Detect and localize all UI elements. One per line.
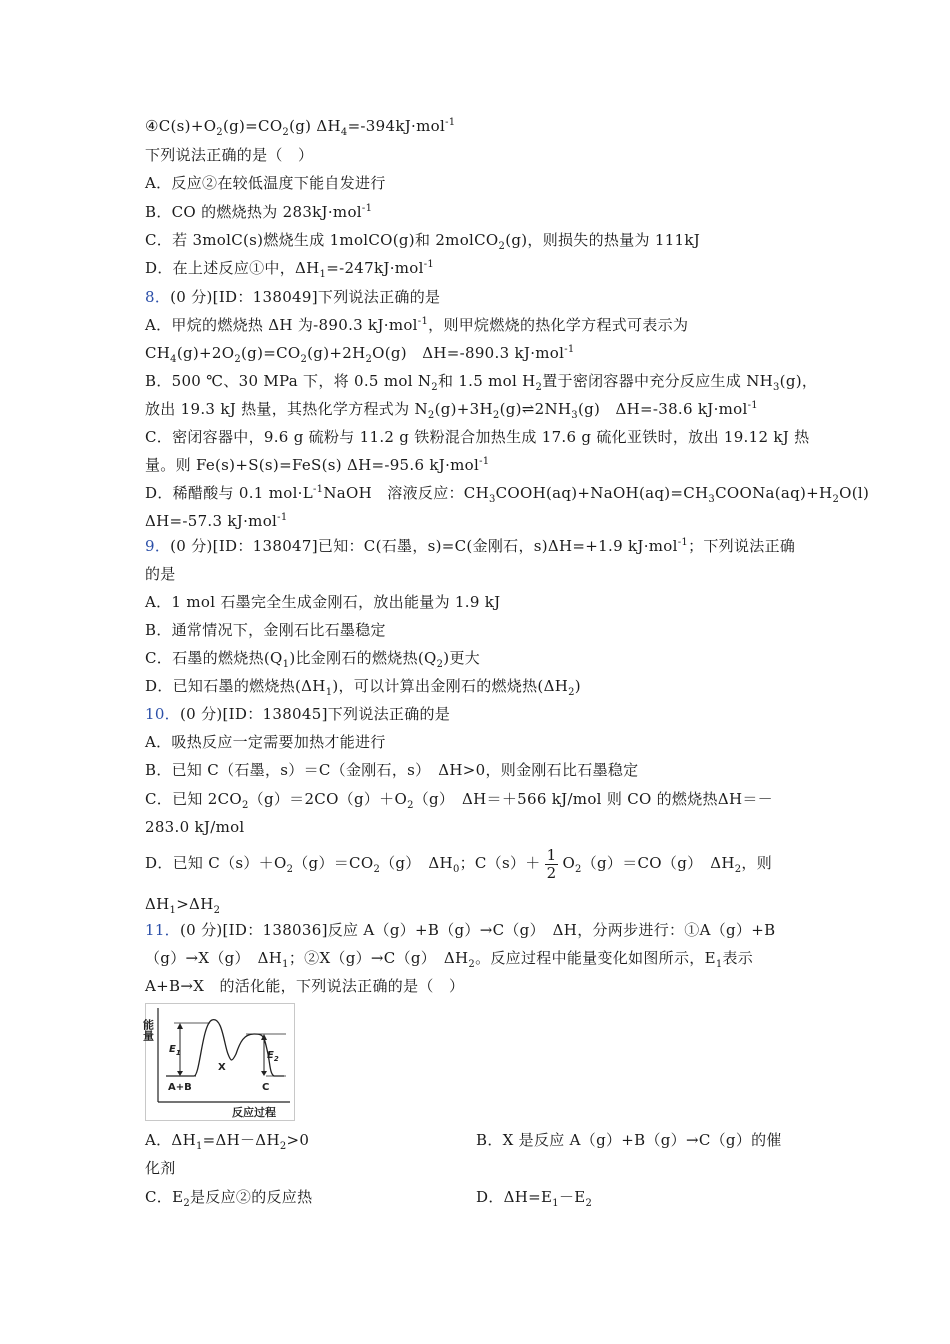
q7-option-b: B．CO 的燃烧热为 283kJ·mol$^{-1}$ — [145, 203, 373, 221]
one-half-fraction: $\frac{1}{2}$ — [546, 845, 557, 882]
q8-option-b-line2: 放出 19.3 kJ 热量，其热化学方程式为 $N_2(g)+3H_2(g)\rightleftharpoons 2NH_3(g)$ ΔH=-38.6 kJ·mol$^{-1}$ — [145, 400, 758, 421]
q8-option-c-line2: 量。则 Fe(s)+S(s)=FeS(s) ΔH=-95.6 kJ·mol$^{-1}$ — [145, 456, 490, 474]
q8-option-d-line1: D．稀醋酸与 0.1 $mol\cdot L^{-1}NaOH$ 溶液反应：$CH_3COOH(aq)+NaOH(aq)=CH_3COONa(aq)+H_2O(l)$ — [145, 484, 870, 505]
q9-option-b: B．通常情况下，金刚石比石墨稳定 — [145, 621, 386, 639]
q9-stem-line1: 9．(0 分)[ID：138047]已知：C(石墨，s)=C(金刚石，s)ΔH=+1.9 kJ·mol$^{-1}$；下列说法正确 — [145, 537, 796, 555]
q9-stem-line2: 的是 — [145, 565, 176, 583]
q8-option-a-line2: $CH_4(g)+2O_2(g)=CO_2(g)+2H_2O(g)$ ΔH=-890.3 kJ·mol$^{-1}$ — [145, 344, 575, 365]
e1-arrow-head-bottom — [177, 1071, 183, 1076]
q11-option-c: C．$E_2$是反应②的反应热 — [145, 1188, 313, 1209]
q8-option-d-line2: ΔH=-57.3 kJ·mol$^{-1}$ — [145, 512, 288, 530]
q10-option-a: A．吸热反应一定需要加热才能进行 — [145, 733, 386, 751]
e1-label: $E_1$ — [169, 1044, 181, 1057]
q10-option-b: B．已知 C（石墨，s）＝C（金刚石，s） ΔH>0，则金刚石比石墨稳定 — [145, 761, 639, 779]
q11-option-b-line1: B．X 是反应 A（g）+B（g）→C（g）的催 — [476, 1131, 782, 1149]
q10-option-d-line1: D．已知 $C(s)+O_2(g)=CO_2(g)$ $\Delta H_0$；C（s）＋ $\frac{1}{2}$ $O_2(g)=CO(g)$ $\Delta H_2$，则 — [145, 845, 772, 882]
q11-option-a: A．$\Delta H_1=\Delta H-\Delta H_2>0$ — [145, 1131, 310, 1152]
q7-option-a: A．反应②在较低温度下能自发进行 — [145, 174, 386, 192]
q11-stem-line1: 11．(0 分)[ID：138036]反应 A（g）+B（g）→C（g） ΔH，分两步进行：①A（g）+B — [145, 921, 776, 939]
q9-option-d: D．已知石墨的燃烧热$(\Delta H_1)$，可以计算出金刚石的燃烧热$(\Delta H_2)$ — [145, 677, 581, 698]
e2-arrow-head-bottom — [261, 1071, 267, 1076]
product-label: C — [262, 1082, 270, 1093]
q10-option-c-line2: 283.0 kJ/mol — [145, 818, 245, 836]
q8-option-c-line1: C．密闭容器中，9.6 g 硫粉与 11.2 g 铁粉混合加热生成 17.6 g 硫化亚铁时，放出 19.12 kJ 热 — [145, 428, 810, 446]
q7-reaction-4: $④C(s)+O_2(g)=CO_2(g)$ $\Delta H_4=-394kJ\cdot mol^{-1}$ — [145, 117, 456, 138]
q11-option-b-line2: 化剂 — [145, 1159, 176, 1177]
q8-stem: 8．(0 分)[ID：138049]下列说法正确的是 — [145, 288, 441, 306]
q9-option-a: A．1 mol 石墨完全生成金刚石，放出能量为 1.9 kJ — [145, 593, 501, 611]
e2-arrow-head-top — [261, 1034, 267, 1040]
q11-stem-line3: A+B→X 的活化能，下列说法正确的是（ ） — [145, 977, 465, 995]
x-axis-label: 反应过程 — [232, 1106, 276, 1119]
q10-option-d-line2: $\Delta H_1>\Delta H_2$ — [145, 895, 221, 916]
q8-option-b-line1: B．500 ℃、30 MPa 下，将 0.5 mol $N_2$和 1.5 mol $H_2$置于密闭容器中充分反应生成 $NH_3(g)$， — [145, 372, 818, 393]
q7-option-c: C．若 3molC(s)燃烧生成 1molCO(g)和 2molCO$_2$(g)，则损失的热量为 111kJ — [145, 231, 701, 252]
start-label: A+B — [168, 1082, 192, 1093]
e1-arrow-head-top — [177, 1023, 183, 1029]
intermediate-label: X — [218, 1062, 226, 1073]
q10-stem: 10．(0 分)[ID：138045]下列说法正确的是 — [145, 705, 451, 723]
y-axis-label: 能量 — [141, 1019, 155, 1041]
energy-profile-diagram — [141, 1004, 294, 1120]
q9-option-c: C．石墨的燃烧热$(Q_1)$比金刚石的燃烧热$(Q_2)$更大 — [145, 649, 481, 670]
q7-stem: 下列说法正确的是（ ） — [145, 146, 314, 164]
e2-label: $E_2$ — [267, 1050, 279, 1063]
q7-option-d: D．在上述反应①中，$\Delta H_1=-247kJ\cdot mol^{-1}$ — [145, 259, 435, 280]
q11-option-d: D．$\Delta H=E_1-E_2$ — [476, 1188, 593, 1209]
q10-option-c-line1: C．已知 $2CO_2(g)=2CO(g)+O_2(g)$ ΔH＝＋566 kJ/mol 则 CO 的燃烧热ΔH＝－ — [145, 790, 773, 811]
q11-stem-line2: （g）→X（g） $\Delta H_1$；②X（g）→C（g） $\Delta H_2$。反应过程中能量变化如图所示，$E_1$表示 — [145, 949, 754, 970]
energy-profile-figure — [141, 1003, 295, 1121]
q8-option-a-line1: A．甲烷的燃烧热 ΔH 为-890.3 kJ·mol$^{-1}$，则甲烷燃烧的热化学方程式可表示为 — [145, 316, 689, 334]
